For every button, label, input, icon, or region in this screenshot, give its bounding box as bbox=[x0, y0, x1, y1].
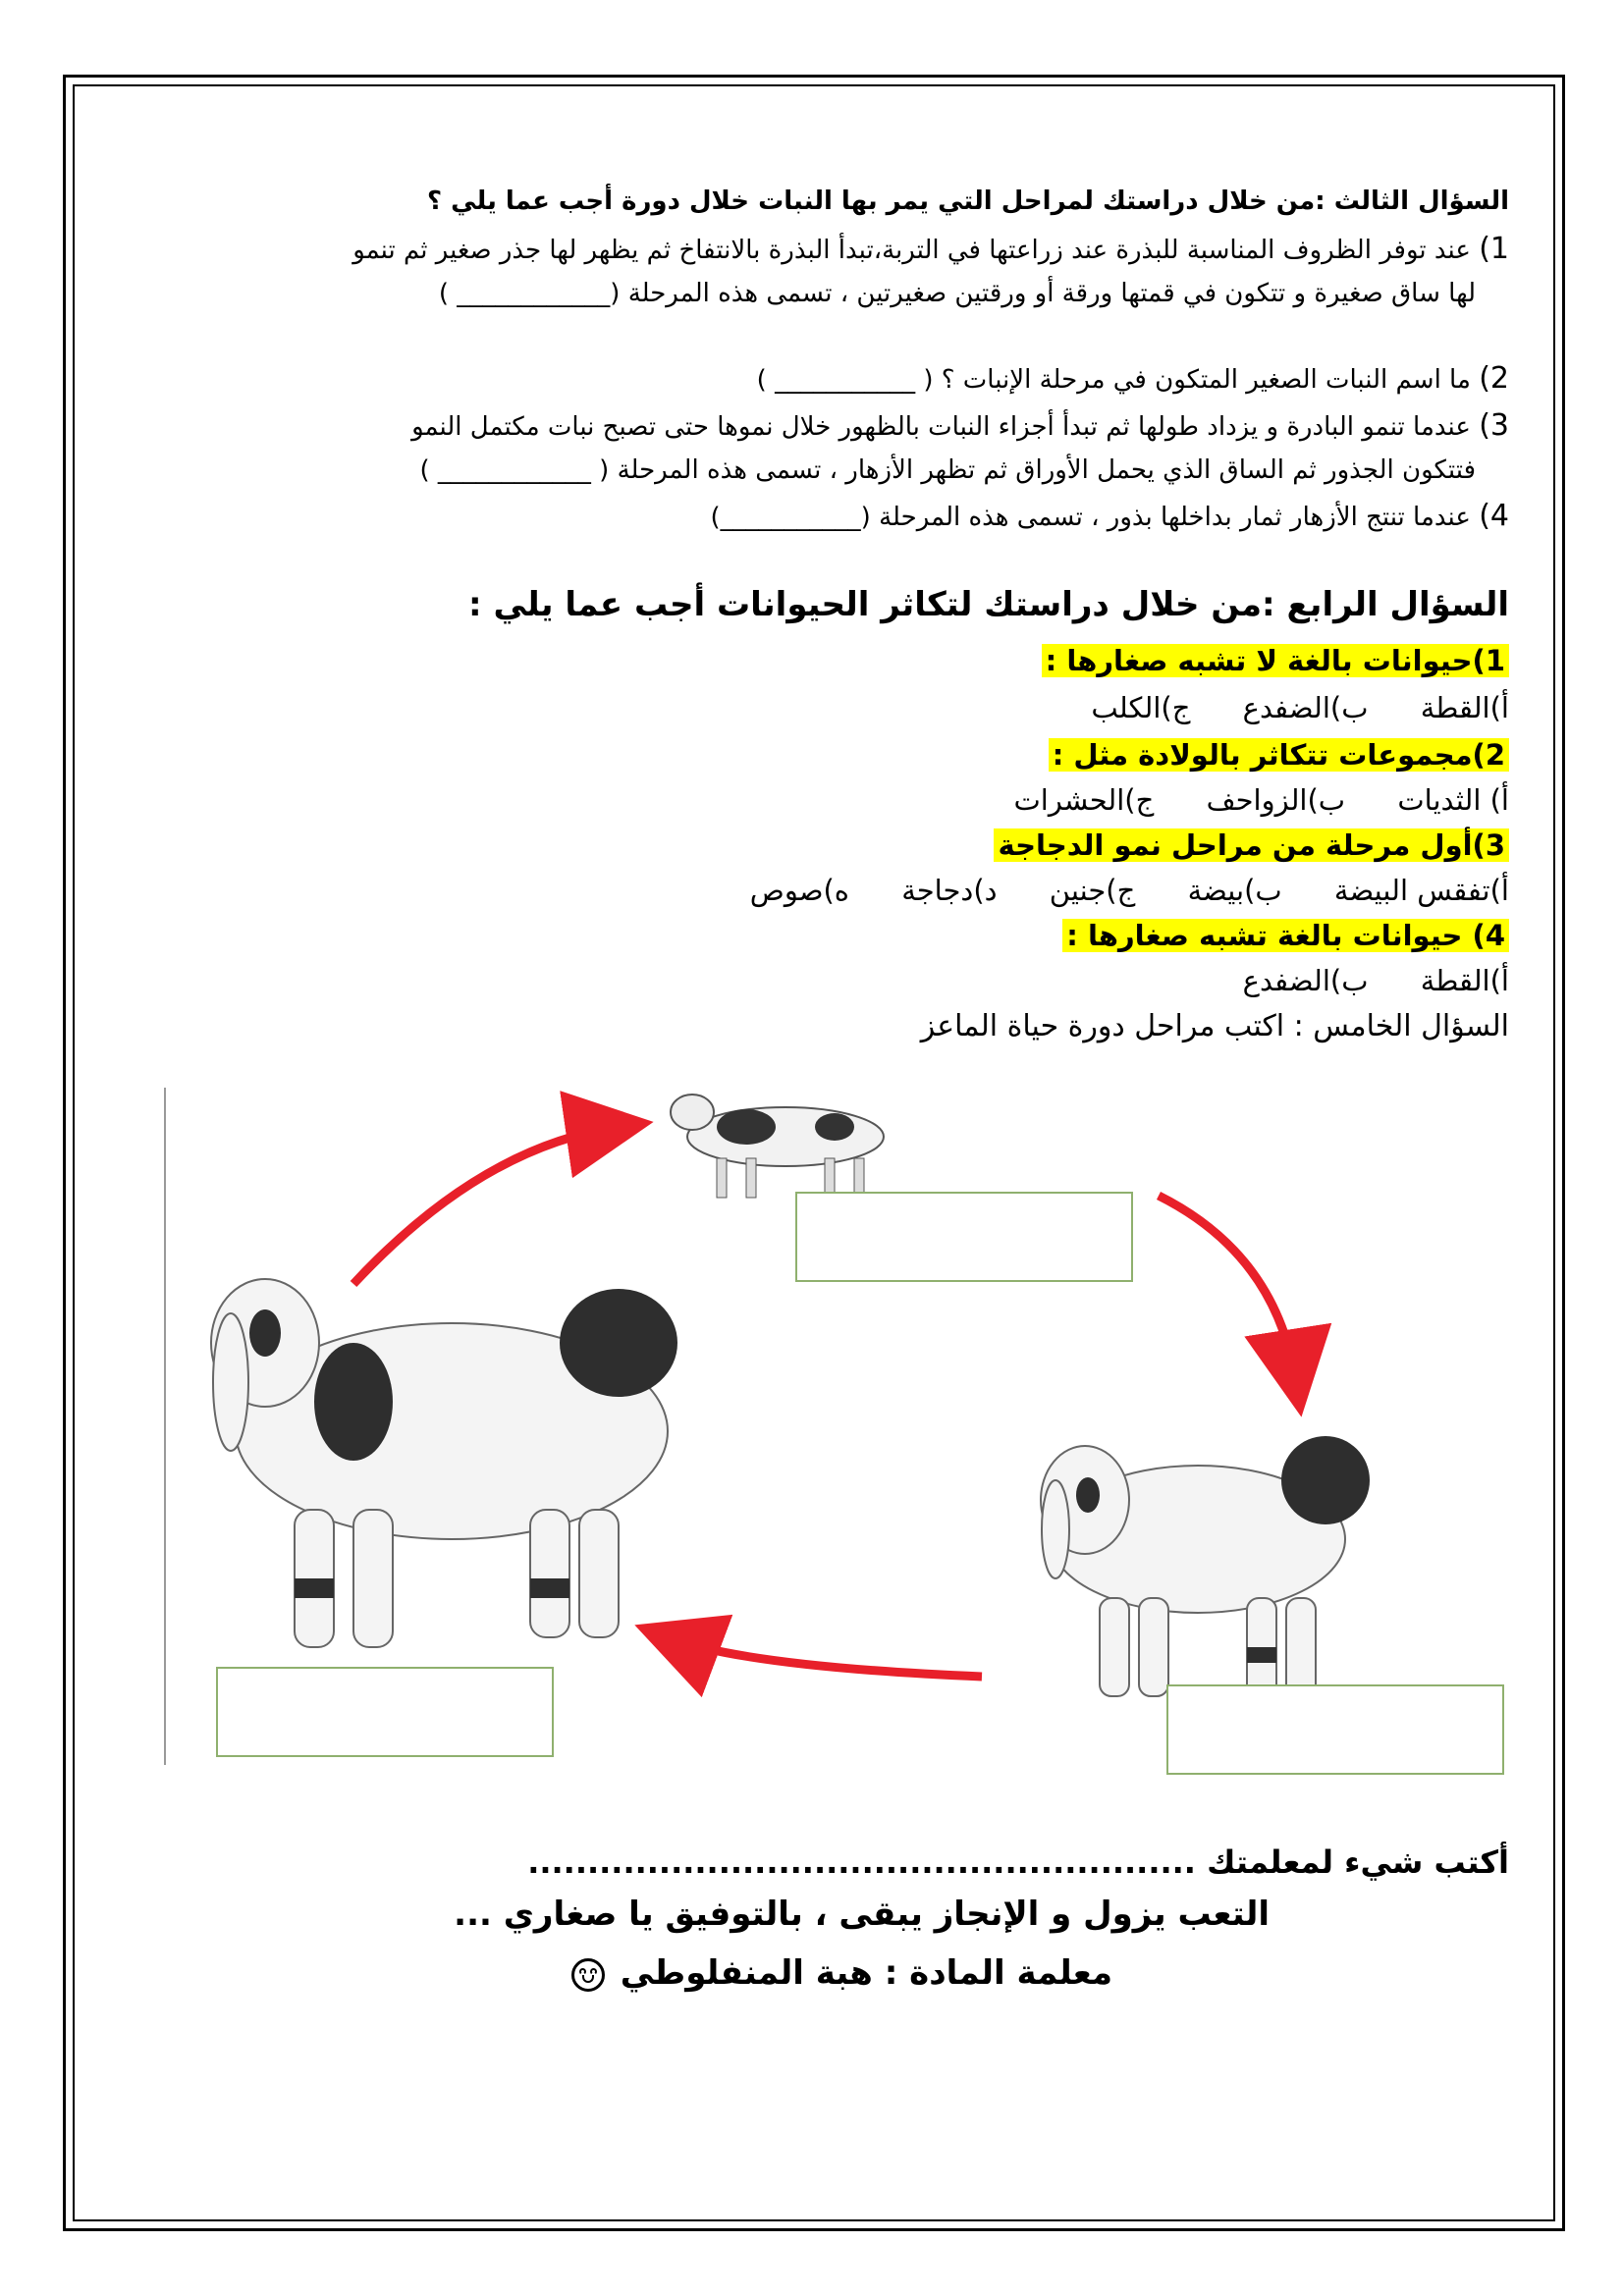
q4-title: السؤال الرابع :من خلال دراستك لتكاثر الحيوانات أجب عما يلي : bbox=[468, 585, 1509, 624]
q3-title: السؤال الثالث :من خلال دراستك لمراحل التي يمر بها النبات خلال دورة أجب عما يلي ؟ bbox=[427, 187, 1509, 216]
q4-question-2-options bbox=[970, 783, 1509, 818]
goat-kid-image bbox=[671, 1095, 884, 1198]
q3-item-3-num: 3) bbox=[1479, 408, 1509, 443]
q3-item-4-num: 4) bbox=[1479, 499, 1509, 533]
q4-question-3 bbox=[994, 828, 1509, 863]
q3-item-3-line2: فتتكون الجذور ثم الساق الذي يحمل الأوراق ثم تظهر الأزهار ، تسمى هذه المرحلة ( ____________ ) bbox=[419, 455, 1476, 485]
q4-question-1-label: 1)حيوانات بالغة لا تشبه صغارها : bbox=[1042, 644, 1509, 677]
teacher-name: معلمة المادة : هبة المنفلوطي bbox=[620, 1953, 1112, 1993]
smiley-icon bbox=[571, 1958, 605, 1992]
q4-question-3-label: 3)أول مرحلة من مراحل نمو الدجاجة bbox=[994, 828, 1509, 862]
q4-q4-option-b[interactable]: ب)الضفدع bbox=[1242, 964, 1369, 997]
q3-item-4-text: عندما تنتج الأزهار ثمار بداخلها بذور ، تسمى هذه المرحلة (___________) bbox=[710, 503, 1471, 532]
q4-q3-option-e[interactable]: ه)صوص bbox=[749, 874, 849, 907]
cycle-arrow-2 bbox=[1159, 1196, 1296, 1382]
q3-item-2-line1 bbox=[757, 361, 1509, 397]
q4-q1-option-b[interactable]: ب)الضفدع bbox=[1242, 691, 1369, 724]
cycle-arrow-1 bbox=[353, 1127, 619, 1284]
teacher-signature bbox=[571, 1953, 1112, 1994]
q3-item-3-line1 bbox=[411, 408, 1509, 444]
q4-question-4-label: 4) حيوانات بالغة تشبه صغارها : bbox=[1062, 919, 1509, 952]
cycle-arrow-3 bbox=[668, 1637, 982, 1677]
q4-q2-option-b[interactable]: ب)الزواحف bbox=[1206, 783, 1346, 817]
q3-item-2-num: 2) bbox=[1479, 361, 1509, 396]
q4-question-4 bbox=[1062, 919, 1509, 953]
goat-adult-image bbox=[211, 1279, 677, 1647]
q3-item-1-line2: لها ساق صغيرة و تتكون في قمتها ورقة أو ورقتين صغيرتين ، تسمى هذه المرحلة (____________ ) bbox=[438, 279, 1476, 308]
answer-box-young[interactable] bbox=[1166, 1684, 1504, 1775]
q4-q4-option-a[interactable]: أ)القطة bbox=[1420, 964, 1509, 997]
q4-q2-option-a[interactable]: أ) الثديات bbox=[1397, 783, 1509, 817]
q4-question-2-label: 2)مجموعات تتكاثر بالولادة مثل : bbox=[1049, 738, 1509, 772]
q4-q3-option-c[interactable]: ج)جنين bbox=[1049, 874, 1136, 907]
q5-title: السؤال الخامس : اكتب مراحل دورة حياة الماعز bbox=[920, 1009, 1509, 1043]
q4-q3-option-a[interactable]: أ)تفقس البيضة bbox=[1333, 874, 1509, 907]
goat-young-image bbox=[1041, 1436, 1370, 1696]
q4-q1-option-c[interactable]: ج)الكلب bbox=[1091, 691, 1191, 724]
q4-q1-option-a[interactable]: أ)القطة bbox=[1420, 691, 1509, 724]
q3-item-3-text: عندما تنمو البادرة و يزداد طولها ثم تبدأ أجزاء النبات بالظهور خلال نموها حتى تصبح نبات مكتمل النمو bbox=[411, 412, 1471, 442]
q4-question-1-options bbox=[1048, 691, 1509, 725]
answer-box-kid[interactable] bbox=[795, 1192, 1133, 1282]
q3-item-1-line1 bbox=[352, 232, 1509, 267]
q4-q2-option-c[interactable]: ج)الحشرات bbox=[1013, 783, 1155, 817]
q4-q3-option-d[interactable]: د)دجاجة bbox=[901, 874, 998, 907]
write-to-teacher: أكتب شيء لمعلمتك ........................................................ bbox=[527, 1843, 1509, 1881]
q4-question-1 bbox=[1042, 644, 1509, 678]
answer-box-adult[interactable] bbox=[216, 1667, 554, 1757]
q3-item-1-text: عند توفر الظروف المناسبة للبذرة عند زراعتها في التربة،تبدأ البذرة بالانتفاخ ثم يظهر لها جذر صغير ثم تنمو bbox=[352, 236, 1471, 265]
q3-item-4-line1 bbox=[711, 499, 1509, 534]
q4-q3-option-b[interactable]: ب)بيضة bbox=[1187, 874, 1282, 907]
goat-life-cycle-diagram bbox=[157, 1088, 1512, 1775]
motto: التعب يزول و الإنجاز يبقى ، بالتوفيق يا صغاري ... bbox=[454, 1895, 1270, 1934]
q4-question-2 bbox=[1049, 738, 1509, 773]
q3-item-2-text: ما اسم النبات الصغير المتكون في مرحلة الإنبات ؟ ( ___________ ) bbox=[756, 365, 1471, 395]
q4-question-3-options bbox=[707, 874, 1509, 908]
q3-item-1-num: 1) bbox=[1479, 232, 1509, 266]
q4-question-4-options bbox=[1200, 964, 1509, 998]
